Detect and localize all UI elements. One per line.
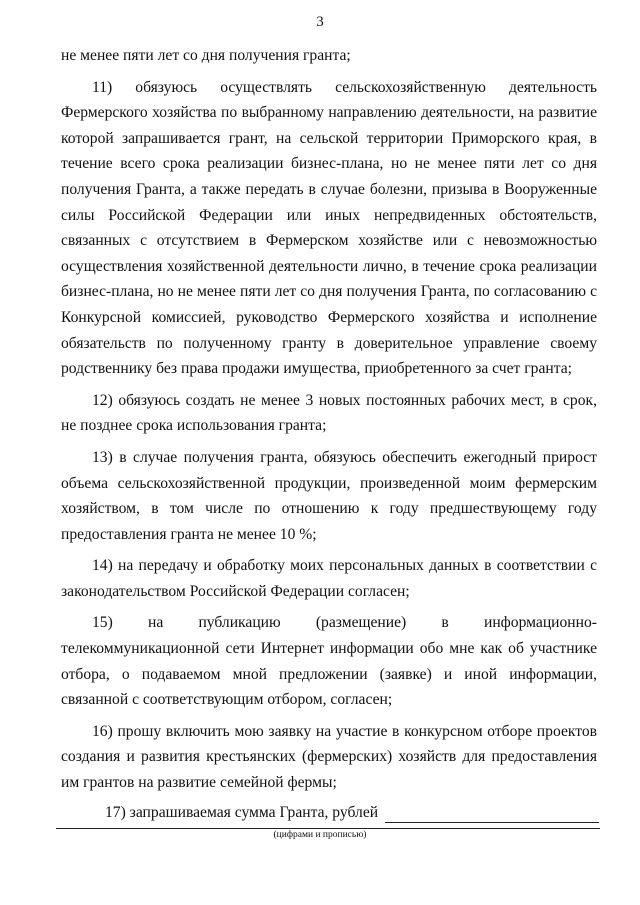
- sum-in-words-line[interactable]: [56, 828, 600, 829]
- paragraph-item-14: 14) на передачу и обработку моих персональных данных в соответствии с законодательством Российской Федерации согласен;: [61, 557, 597, 600]
- paragraph-item-16: 16) прошу включить мою заявку на участие в конкурсном отборе проектов создания и развития крестьянских (фермерских) хозяйств для предоставления им грантов на развитие семейной фермы;: [61, 722, 597, 792]
- paragraph-item-11: 11) обязуюсь осуществлять сельскохозяйственную деятельность Фермерского хозяйства по выбранному направлению деятельности, на развитие которой запрашивается грант, на сельской территории Приморского края, в течение всего срока реализации бизнес-плана, но не менее пяти лет со дня получения Гранта, а также передать в случае болезни, призыва в Вооруженные силы Российской Федерации или иных непредвиденных обстоятельств, связанных с отсутствием в Фермерском хозяйстве или с невозможностью осуществления хозяйственной деятельности лично, в течение срока реализации бизнес-плана, но не менее пяти лет со дня получения Гранта, по согласованию с Конкурсной комиссией, руководство Фермерского хозяйства и исполнение обязательств по полученному гранту в доверительное управление своему родственнику без права продажи имущества, приобретенного за счет гранта;: [61, 78, 597, 378]
- document-body: [61, 43, 597, 826]
- paragraph-item-15: 15) на публикацию (размещение) в информационно-телекоммуникационной сети Интернет информации обо мне как об участнике отбора, о подаваемом мной предложении (заявке) и иной информации, связанной с соответствующим отбором, согласен;: [61, 614, 597, 709]
- paragraph-item-13: 13) в случае получения гранта, обязуюсь обеспечить ежегодный прирост объема сельскохозяйственной продукции, произведенной моим фермерским хозяйством, в том числе по отношению к году предшествующему году предоставления гранта не менее 10 %;: [61, 448, 597, 543]
- grant-amount-field-line[interactable]: [385, 822, 599, 823]
- sum-caption: (цифрами и прописью): [273, 830, 367, 840]
- grant-amount-label: 17) запрашиваемая сумма Гранта, рублей: [105, 803, 379, 821]
- paragraph-item-12: 12) обязуюсь создать не менее 3 новых постоянных рабочих мест, в срок, не позднее срока использования гранта;: [61, 391, 597, 435]
- grant-amount-row: [61, 800, 597, 826]
- page-number: 3: [316, 14, 324, 30]
- paragraph-continuation: не менее пяти лет со дня получения гранта;: [61, 47, 351, 64]
